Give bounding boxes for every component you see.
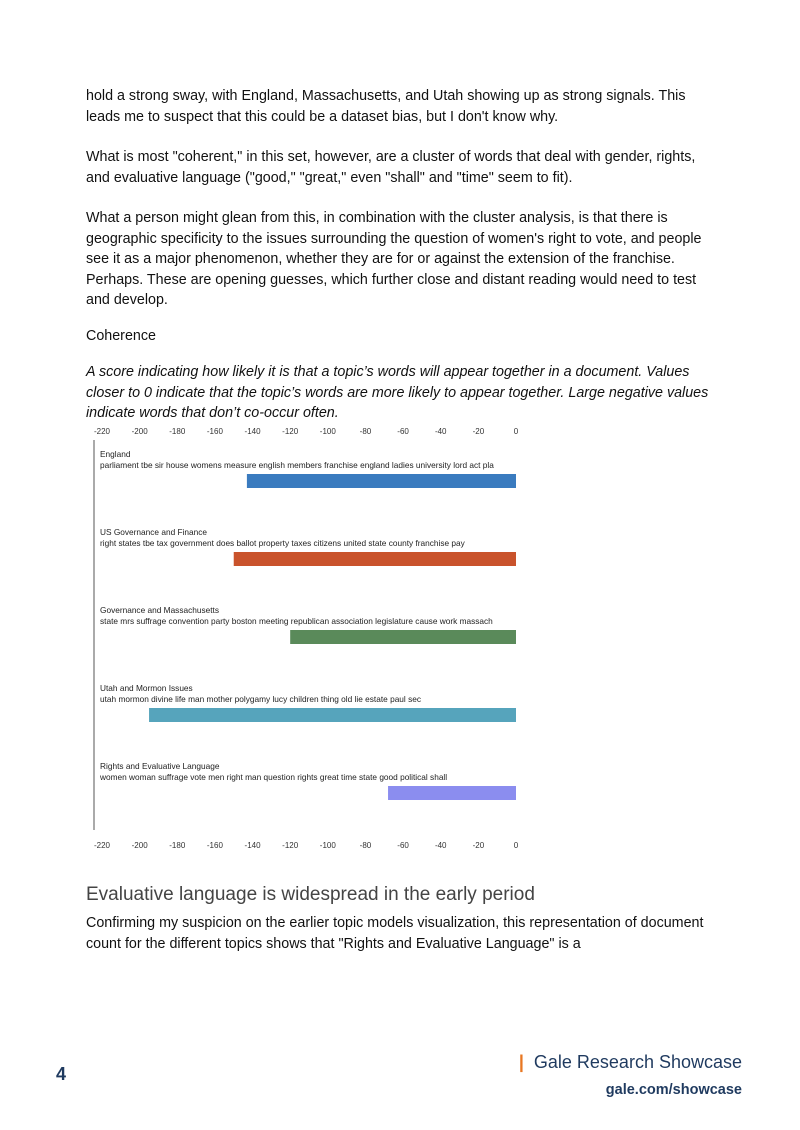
paragraph-1: hold a strong sway, with England, Massachusetts, and Utah showing up as strong signals. This leads me to suspect that this could be a dataset bias, but I don't know why.	[86, 88, 686, 125]
tick-label-bottom: 0	[513, 841, 519, 850]
tick-label-bottom: -220	[93, 841, 111, 850]
brand-bar: |	[518, 1052, 524, 1072]
topic-words: state mrs suffrage convention party boston meeting republican association legislature cause work massach	[100, 616, 493, 626]
topic-words: utah mormon divine life man mother polygamy lucy children thing old lie estate paul sec	[100, 694, 421, 704]
tick-label-bottom: -60	[397, 841, 409, 850]
tick-label-top: -40	[434, 427, 447, 436]
tick-label-bottom: -100	[319, 841, 336, 850]
tick-label-bottom: -20	[472, 841, 485, 850]
bar	[149, 708, 516, 722]
tick-label-bottom: -40	[434, 841, 447, 850]
footer-url: gale.com/showcase	[605, 1082, 742, 1098]
tick-label-top: -180	[169, 427, 186, 436]
tick-label-top: -220	[93, 427, 111, 436]
brand-name: Gale Research Showcase	[533, 1052, 742, 1072]
topic-name: England	[100, 449, 131, 459]
tick-label-bottom: -200	[131, 841, 148, 850]
footer-brand	[519, 1052, 742, 1073]
tick-label-top: -80	[359, 427, 372, 436]
bar	[290, 630, 516, 644]
tick-label-bottom: -180	[169, 841, 186, 850]
coherence-label: Coherence	[86, 327, 156, 344]
bar	[234, 552, 516, 566]
bar	[247, 474, 516, 488]
coherence-description: A score indicating how likely it is that a topic’s words will appear together in a document. Values closer to 0 indicate that the topic’s words are more likely to appear together. Large negative values indicate words that don’t co-occur often.	[86, 364, 709, 421]
tick-label-top: -100	[319, 427, 336, 436]
paragraph-after: Confirming my suspicion on the earlier topic models visualization, this representation of document count for the different topics shows that "Rights and Evaluative Language" is a	[86, 915, 704, 952]
topic-words: right states tbe tax government does ballot property taxes citizens united state county franchise pay	[100, 538, 465, 548]
topic-words: women woman suffrage vote men right man question rights great time state good political shall	[100, 772, 448, 782]
topic-words: parliament tbe sir house womens measure english members franchise england ladies university lord act pla	[100, 460, 494, 470]
bar	[388, 786, 516, 800]
coherence-chart	[86, 420, 530, 860]
tick-label-top: -20	[472, 427, 485, 436]
page-number: 4	[56, 1064, 67, 1084]
tick-label-top: -160	[206, 427, 223, 436]
topic-name: Rights and Evaluative Language	[100, 761, 220, 771]
topic-name: US Governance and Finance	[100, 527, 208, 537]
tick-label-bottom: -160	[206, 841, 223, 850]
tick-label-bottom: -140	[244, 841, 261, 850]
tick-label-top: 0	[513, 427, 519, 436]
tick-label-top: -120	[282, 427, 299, 436]
topic-name: Governance and Massachusetts	[100, 605, 219, 615]
body-text	[86, 86, 716, 444]
paragraph-3: What a person might glean from this, in combination with the cluster analysis, is that there is geographic specificity to the issues surrounding the question of women's right to vote, and people see it as a major phenomenon, whether they are for or against the extension of the franchise. Perhaps. These are opening guesses, which further close and distant reading would need to test and develop.	[86, 210, 702, 308]
tick-label-top: -140	[244, 427, 261, 436]
section-heading: Evaluative language is widespread in the early period	[86, 884, 535, 905]
tick-label-top: -200	[131, 427, 148, 436]
tick-label-top: -60	[397, 427, 409, 436]
tick-label-bottom: -120	[282, 841, 299, 850]
tick-label-bottom: -80	[359, 841, 372, 850]
topic-name: Utah and Mormon Issues	[100, 683, 193, 693]
paragraph-2: What is most "coherent," in this set, however, are a cluster of words that deal with gender, rights, and evaluative language ("good," "great," even "shall" and "time" seem to fit).	[86, 149, 696, 186]
